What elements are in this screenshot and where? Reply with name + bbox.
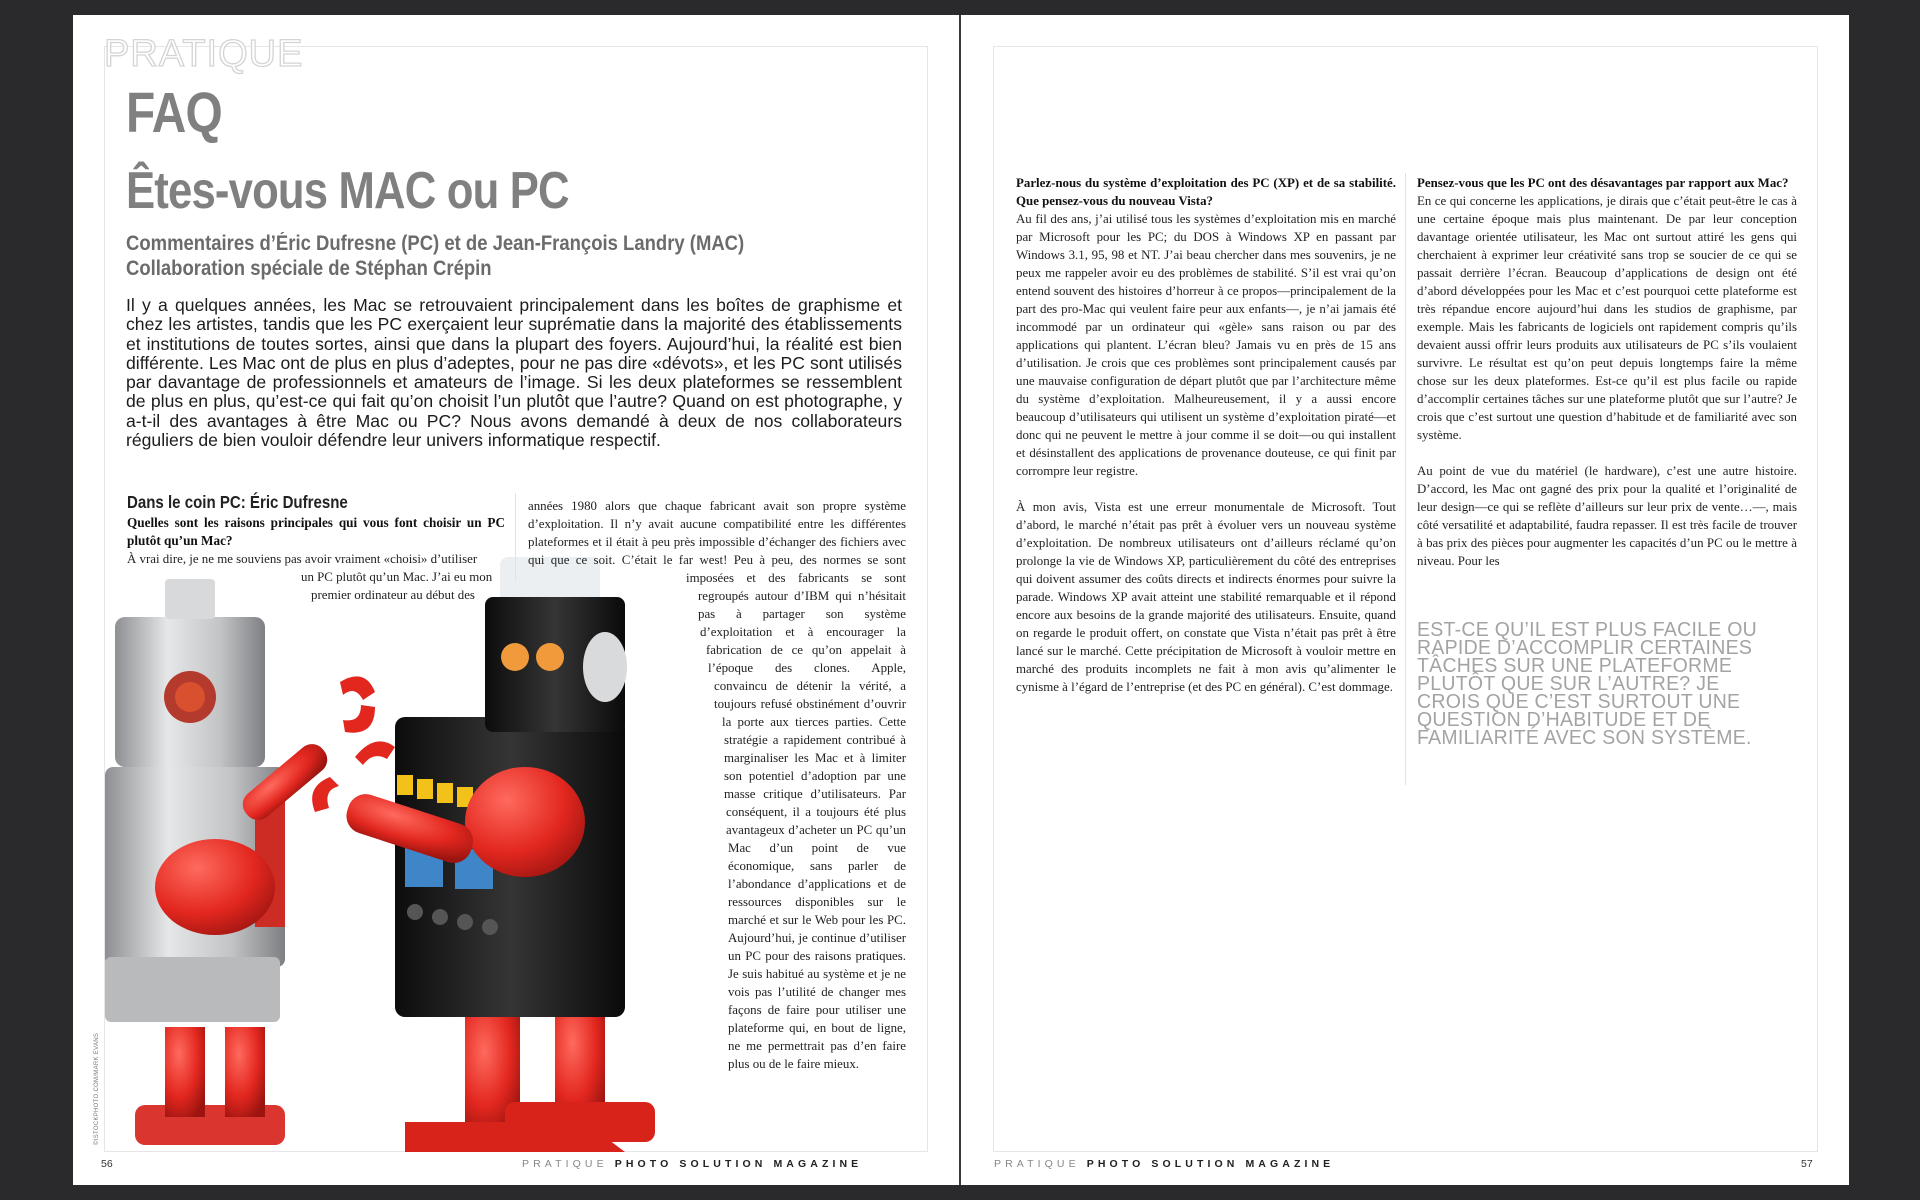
answer-line: premier ordinateur au début des [311, 588, 475, 602]
page-footer [522, 1158, 862, 1170]
footer-section: PRATIQUE [522, 1158, 608, 1170]
footer-magazine: PHOTO SOLUTION MAGAZINE [1086, 1158, 1335, 1170]
answer-paragraph: Au point de vue du matériel (le hardware), c’est une autre histoire. D’accord, les Mac ont gagné des prix pour la qualité et l’originalité de leur design—ce qui se reflète d’ailleurs sur leur prix de vente…—, mais côté versatilité et adaptabilité, faudra repasser. Il est très facile de trouver à bas prix des pièces pour augmenter les capacités d’un PC ou le mettre à niveau. Pour les [1417, 464, 1797, 568]
question-heading: Pensez-vous que les PC ont des désavantages par rapport aux Mac? [1417, 176, 1789, 190]
question-heading: Parlez-nous du système d’exploitation des PC (XP) et de sa stabilité. Que pensez-vous du nouveau Vista? [1016, 176, 1396, 208]
right-page [961, 15, 1849, 1185]
answer-paragraph: À mon avis, Vista est une erreur monumentale de Microsoft. Tout d’abord, le marché n’était pas prêt à évoluer vers un nouveau système d’exploitation. De nombreux utilisateurs ont d’ailleurs réclamé qu’on prolonge la vie de Windows XP, particulièrement du côté des entreprises qui doivent assumer des coûts directs et indirects énormes pour suivre la parade. Windows XP avait atteint une stabilité remarquable et il répond encore aux besoins de la grande majorité des utilisateurs. Ensuite, quand on regarde le produit offert, on constate que Vista n’était pas prêt à être lancé sur le marché. Cette précipitation de Microsoft à vouloir mettre en marché des produits incomplets ne fait à mon avis qu’alimenter le cynisme à l’égard de l’entreprise (et des PC en général). C’est dommage. [1016, 500, 1396, 694]
column-divider [1405, 173, 1406, 785]
answer-line: un PC plutôt qu’un Mac. J’ai eu mon [301, 570, 493, 584]
question-heading: Quelles sont les raisons principales qui vous font choisir un PC plutôt qu’un Mac? [127, 515, 505, 548]
section-subhead: Dans le coin PC: Éric Dufresne [127, 492, 348, 512]
footer-section: PRATIQUE [994, 1158, 1080, 1170]
page-footer [994, 1158, 1334, 1170]
page-number: 56 [101, 1158, 113, 1170]
body-text: années 1980 alors que chaque fabricant avait son propre système d’exploitation. Il n’y avait aucune compatibilité entre les différentes plateformes et il était à peu près impossible d’échanger des fichiers avec qui que ce soit. C’était le far west! Peu à peu, des normes se sont imposées et des fabricants se sont regroupés autour d’IBM qui n’hésitait pas à partager son système d’exploitation et à encourager la fabrication de ce qu’on appelait à l’époque des clones. Apple, convaincu de détenir la vérité, a toujours refusé obstinément d’ouvrir la porte aux tierces parties. Cette stratégie a rapidement contribué à marginaliser les Mac et à limiter son potentiel d’adoption par une masse critique d’utilisateurs. Par conséquent, il a toujours été plus avantageux d’acheter un PC qu’un Mac d’un point de vue économique, sans parler de l’abondance d’applications et de ressources disponibles sur le marché et sur le Web pour les PC. Aujourd’hui, je continue d’utiliser un PC pour des raisons pratiques. Je suis habitué au système et je ne vois pas l’utilité de changer mes façons de faire pour utiliser une plateforme qui, en bout de ligne, ne me permettrait pas d’en faire plus ou de le faire mieux. [528, 499, 906, 1071]
body-column-left [1016, 174, 1396, 714]
page-number: 57 [1801, 1158, 1813, 1170]
left-page [73, 15, 959, 1185]
answer-text [127, 550, 505, 604]
answer-line: À vrai dire, je ne me souviens pas avoir vraiment «choisi» d’utiliser [127, 552, 478, 566]
faq-heading: FAQ [126, 81, 222, 145]
body-column [528, 497, 906, 1181]
column-divider [515, 493, 516, 581]
silver-robot [105, 579, 375, 1145]
photo-credit: ©ISTOCKPHOTO.COM/MARK EVANS [94, 1032, 100, 1145]
answer-paragraph: Au fil des ans, j’ai utilisé tous les systèmes d’exploitation mis en marché par Microsoft pour les PC; du DOS à Windows XP en passant par Windows 3.1, 95, 98 et NT. J’ai beau chercher dans mes souvenirs, je ne peux me rappeler avoir eu des problèmes de stabilité. S’il est vrai qu’on entend souvent des histoires d’horreur à ce propos—principalement de la part des pro-Mac qui veulent faire peur aux enfants—, je n’ai jamais été incommodé par un ordinateur qui «gèle» sans raison ou par des applications qui plantent. L’écran bleu? Jamais vu en près de 15 ans d’utilisation. Je crois que ces problèmes sont principalement causés par une mauvaise configuration de départ plutôt que par l’architecture même du système d’exploitation. Malheureusement, il y a aussi encore beaucoup d’utilisateurs qui utilisent un système d’exploitation piraté—et donc qui ne peuvent le mettre à jour comme il se doit—ou qui installent et désinstallent des applications de provenance douteuse, ce qui finit par corrompre leur registre. [1016, 212, 1396, 478]
footer-magazine: PHOTO SOLUTION MAGAZINE [614, 1158, 863, 1170]
byline-authors: Commentaires d’Éric Dufresne (PC) et de Jean-François Landry (MAC) [126, 232, 745, 255]
article-intro: Il y a quelques années, les Mac se retrouvaient principalement dans les boîtes de graphisme et chez les artistes, tandis que les PC exerçaient leur suprématie dans la majorité des établissements et institutions de toutes sortes, ainsi que dans la plupart des foyers. Aujourd’hui, la réalité est bien différente. Les Mac ont de plus en plus d’adeptes, pour ne pas dire «dévots», et les PC sont utilisés par davantage de professionnels et amateurs de l’image. Si les deux plateformes se ressemblent de plus en plus, qu’est-ce qui fait qu’on choisit l’un plutôt que l’autre? Quand on est photographe, y a-t-il des avantages à être Mac ou PC? Nous avons demandé à deux de nos collaborateurs réguliers de bien vouloir défendre leur univers informatique respectif. [126, 295, 902, 451]
section-label: PRATIQUE [104, 33, 304, 75]
pull-quote: EST-CE QU’IL EST PLUS FACILE OU RAPIDE D’ACCOMPLIR CERTAINES TÂCHES SUR UNE PLATEFORME PLUTÔT QUE SUR L’AUTRE? JE CROIS QUE C’EST SURTOUT UNE QUESTION D’HABITUDE ET DE FAMILIARITÉ AVEC SON SYSTÈME. [1417, 618, 1758, 749]
byline-collaboration: Collaboration spéciale de Stéphan Crépin [126, 257, 492, 280]
article-title: Êtes-vous MAC ou PC [126, 162, 569, 220]
body-column-right [1417, 174, 1797, 588]
answer-paragraph: En ce qui concerne les applications, je dirais que c’était peut-être le cas à une certaine époque mais plus maintenant. De par leur conception davantage orientée utilisateur, les Mac ont surtout attiré les gens qui cherchaient à exprimer leur créativité sans trop se soucier de ce qui se passait derrière l’écran. Beaucoup d’applications de design ont été d’abord développées pour les Mac et c’est pourquoi cette plateforme est très répandue encore aujourd’hui dans les studios de graphisme, par exemple. Mais les fabricants de logiciels ont rapidement compris qu’ils devaient aussi offrir leurs produits aux utilisateurs de PC s’ils voulaient survivre. Le résultat est qu’on peut depuis longtemps faire la même chose sur les deux plateformes. Est-ce qu’il est plus facile ou rapide d’accomplir certaines tâches sur une plateforme plutôt que sur l’autre? Je crois que c’est surtout une question d’habitude et de familiarité avec son système. [1417, 194, 1797, 442]
